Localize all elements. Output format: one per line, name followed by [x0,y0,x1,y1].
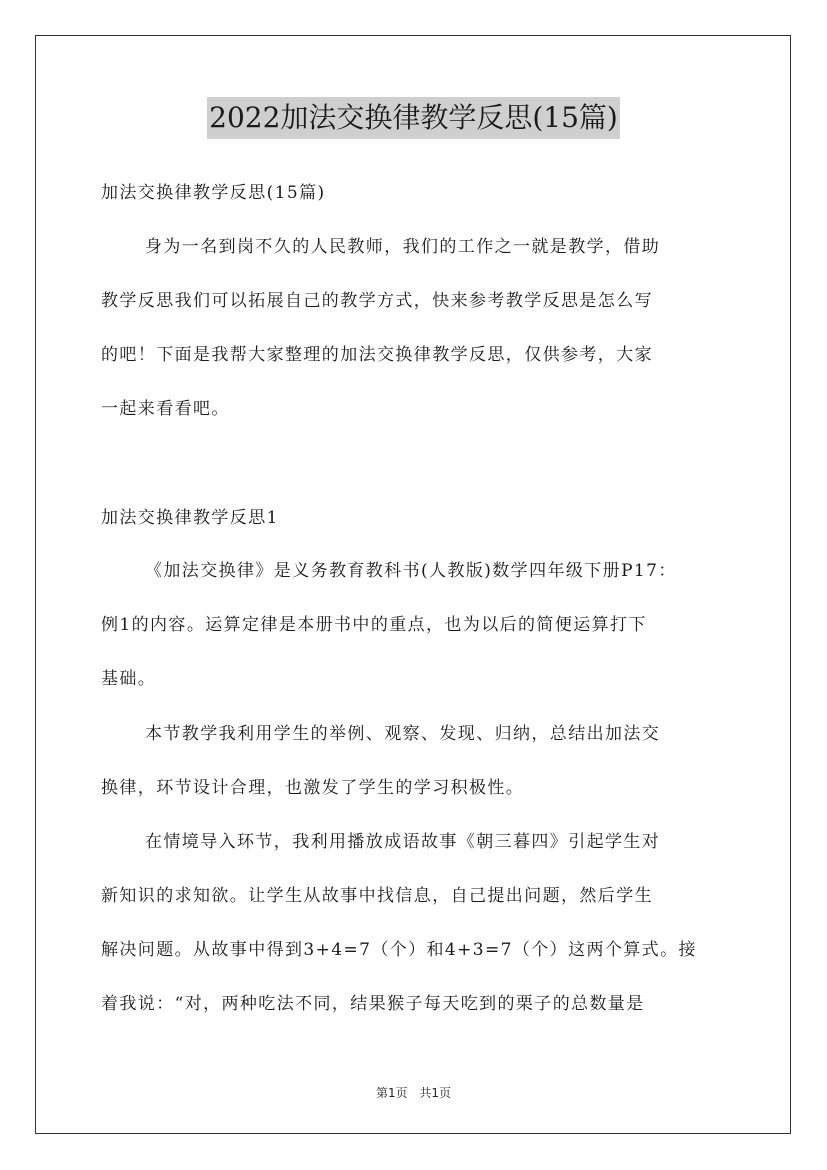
title-container [0,97,827,139]
paragraph-line: 新知识的求知欲。让学生从故事中找信息，自己提出问题，然后学生 [101,886,653,906]
intro-line: 教学反思我们可以拓展自己的教学方式，快来参考教学反思是怎么写 [101,291,653,311]
paragraph-line: 在情境导入环节，我利用播放成语故事《朝三暮四》引起学生对 [145,832,661,852]
intro-line: 身为一名到岗不久的人民教师，我们的工作之一就是教学，借助 [145,237,661,257]
paragraph-line: 基础。 [101,669,157,689]
paragraph-line: 换律，环节设计合理，也激发了学生的学习积极性。 [101,778,525,798]
section-heading: 加法交换律教学反思1 [101,508,279,528]
intro-line: 的吧！下面是我帮大家整理的加法交换律教学反思，仅供参考，大家 [101,345,653,365]
page-total: 共1页 [419,1086,452,1100]
paragraph-line: 《加法交换律》是义务教育教科书(人教版)数学四年级下册P17： [145,561,677,581]
paragraph-line: 解决问题。从故事中得到3+4=7（个）和4+3=7（个）这两个算式。接 [101,940,697,960]
document-title: 2022加法交换律教学反思(15篇) [207,97,620,139]
page-footer [0,1084,827,1101]
intro-line: 一起来看看吧。 [101,399,230,419]
page-number: 第1页 [375,1086,408,1100]
paragraph-line: 着我说：“对，两种吃法不同，结果猴子每天吃到的栗子的总数量是 [101,994,645,1014]
paragraph-line: 例1的内容。运算定律是本册书中的重点，也为以后的简便运算打下 [101,615,647,635]
subtitle: 加法交换律教学反思(15篇) [101,183,326,203]
paragraph-line: 本节教学我利用学生的举例、观察、发现、归纳，总结出加法交 [145,724,661,744]
